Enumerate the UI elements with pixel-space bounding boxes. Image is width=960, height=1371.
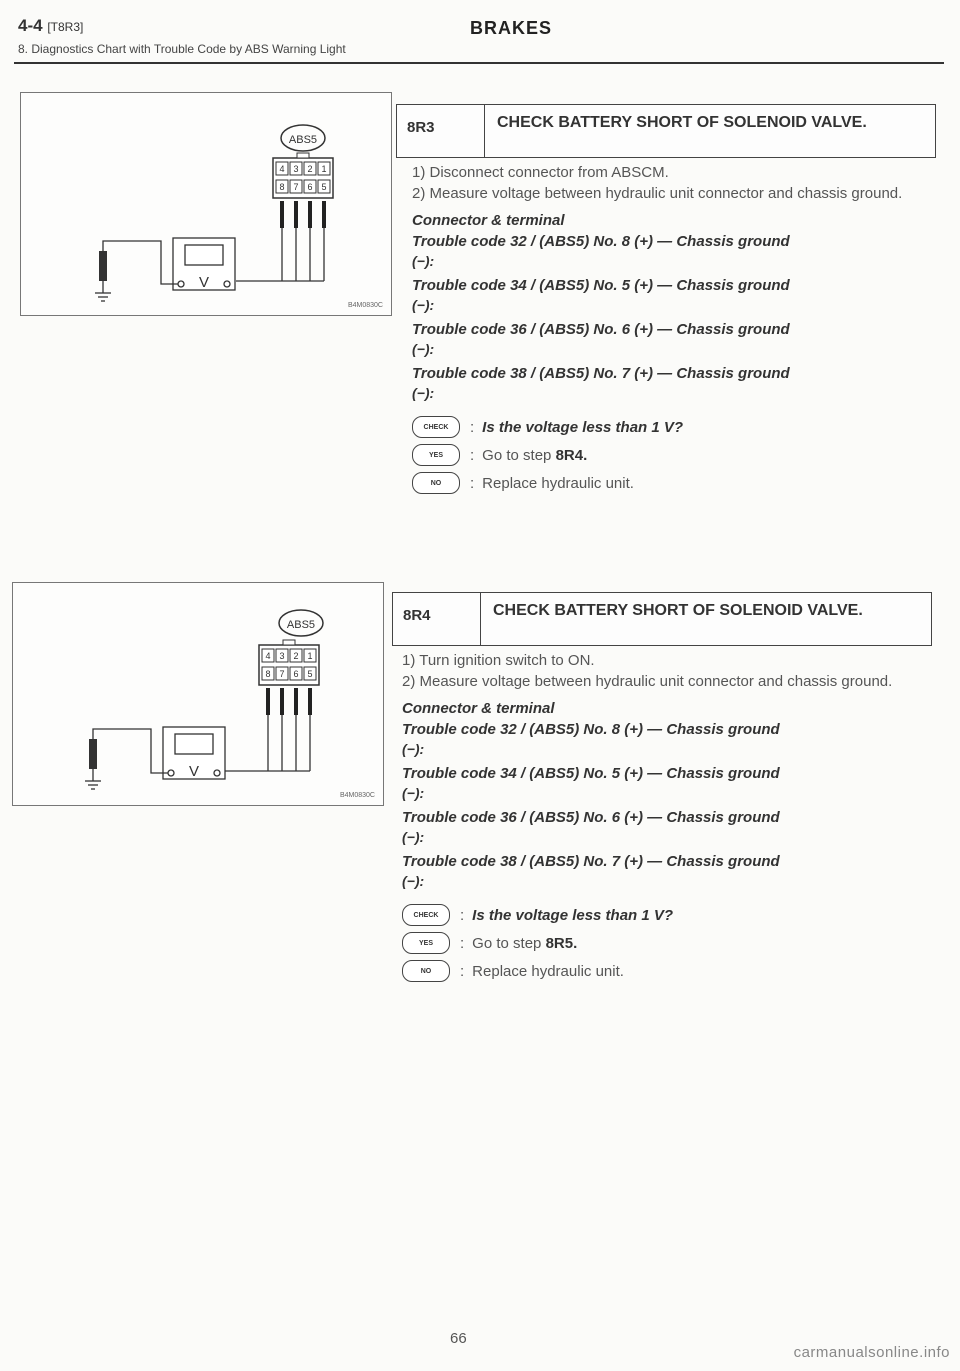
connector-label: ABS5 bbox=[288, 134, 318, 146]
step-body bbox=[392, 650, 932, 982]
page-number: 66 bbox=[450, 1330, 467, 1347]
page-subtitle: 8. Diagnostics Chart with Trouble Code by ABS Warning Light bbox=[18, 42, 346, 56]
trouble-code-sub: (−): bbox=[412, 385, 435, 401]
yes-action: Go to step bbox=[482, 446, 552, 464]
page-ref-number: 4-4 bbox=[18, 16, 43, 35]
check-badge-icon: CHECK bbox=[412, 416, 460, 438]
trouble-code-line: Trouble code 32 / (ABS5) No. 8 (+) — Chassis ground bbox=[412, 233, 790, 250]
wiring-diagram bbox=[21, 93, 391, 315]
step-id: 8R3 bbox=[397, 105, 485, 157]
svg-text:5: 5 bbox=[307, 669, 313, 679]
connector-label: ABS5 bbox=[286, 619, 316, 631]
section-code: [T8R3] bbox=[47, 20, 84, 34]
instruction: 2) Measure voltage between hydraulic unit connector and chassis ground. bbox=[402, 673, 893, 690]
no-row: NO : Replace hydraulic unit. bbox=[412, 472, 936, 494]
trouble-code-sub: (−): bbox=[402, 741, 425, 757]
step-title: CHECK BATTERY SHORT OF SOLENOID VALVE. bbox=[497, 114, 867, 131]
yes-target-step[interactable]: 8R4. bbox=[555, 446, 588, 464]
connector-heading: Connector & terminal bbox=[402, 700, 555, 717]
check-badge-icon: CHECK bbox=[402, 904, 450, 926]
step-header bbox=[396, 104, 936, 158]
trouble-code-line: Trouble code 38 / (ABS5) No. 7 (+) — Chassis ground bbox=[412, 365, 790, 382]
trouble-code-sub: (−): bbox=[412, 297, 435, 313]
check-row: CHECK : Is the voltage less than 1 V? bbox=[402, 904, 932, 926]
svg-text:V: V bbox=[198, 274, 210, 291]
svg-text:2: 2 bbox=[293, 651, 299, 661]
trouble-code-sub: (−): bbox=[412, 341, 435, 357]
section-title: BRAKES bbox=[470, 18, 553, 38]
wiring-figure-1 bbox=[20, 92, 392, 316]
check-row: CHECK : Is the voltage less than 1 V? bbox=[412, 416, 936, 438]
yes-badge-icon: YES bbox=[402, 932, 450, 954]
trouble-code-line: Trouble code 32 / (ABS5) No. 8 (+) — Chassis ground bbox=[402, 721, 780, 738]
svg-text:2: 2 bbox=[307, 164, 313, 174]
no-action: Replace hydraulic unit. bbox=[472, 962, 624, 980]
instruction: 1) Turn ignition switch to ON. bbox=[402, 652, 595, 669]
svg-text:4: 4 bbox=[265, 651, 271, 661]
check-question: Is the voltage less than 1 V? bbox=[472, 906, 674, 924]
svg-text:7: 7 bbox=[293, 182, 299, 192]
svg-text:6: 6 bbox=[293, 669, 299, 679]
yes-action: Go to step bbox=[472, 934, 542, 952]
svg-text:V: V bbox=[188, 763, 200, 780]
step-8r3 bbox=[396, 104, 936, 500]
step-id: 8R4 bbox=[393, 593, 481, 645]
wiring-figure-2 bbox=[12, 582, 384, 806]
svg-text:1: 1 bbox=[321, 164, 327, 174]
yes-row: YES : Go to step 8R5. bbox=[402, 932, 932, 954]
footer-watermark[interactable]: carmanualsonline.info bbox=[793, 1344, 950, 1361]
svg-text:4: 4 bbox=[279, 164, 285, 174]
no-badge-icon: NO bbox=[402, 960, 450, 982]
step-header bbox=[392, 592, 932, 646]
trouble-code-line: Trouble code 36 / (ABS5) No. 6 (+) — Chassis ground bbox=[412, 321, 790, 338]
yes-target-step[interactable]: 8R5. bbox=[545, 934, 578, 952]
instruction: 1) Disconnect connector from ABSCM. bbox=[412, 164, 669, 181]
header-rule bbox=[14, 62, 944, 64]
no-action: Replace hydraulic unit. bbox=[482, 474, 634, 492]
trouble-code-line: Trouble code 38 / (ABS5) No. 7 (+) — Chassis ground bbox=[402, 853, 780, 870]
svg-text:1: 1 bbox=[307, 651, 313, 661]
trouble-code-sub: (−): bbox=[402, 873, 425, 889]
step-title: CHECK BATTERY SHORT OF SOLENOID VALVE. bbox=[493, 602, 863, 619]
figure-code: B4M0830C bbox=[339, 792, 375, 799]
page-ref bbox=[18, 16, 83, 36]
yes-row: YES : Go to step 8R4. bbox=[412, 444, 936, 466]
trouble-code-line: Trouble code 34 / (ABS5) No. 5 (+) — Chassis ground bbox=[402, 765, 780, 782]
step-body bbox=[396, 162, 936, 494]
connector-heading: Connector & terminal bbox=[412, 212, 565, 229]
no-row: NO : Replace hydraulic unit. bbox=[402, 960, 932, 982]
svg-text:5: 5 bbox=[321, 182, 327, 192]
no-badge-icon: NO bbox=[412, 472, 460, 494]
svg-text:8: 8 bbox=[279, 182, 285, 192]
wiring-diagram bbox=[13, 583, 383, 805]
trouble-code-sub: (−): bbox=[402, 785, 425, 801]
trouble-code-line: Trouble code 36 / (ABS5) No. 6 (+) — Chassis ground bbox=[402, 809, 780, 826]
svg-text:7: 7 bbox=[279, 669, 285, 679]
svg-text:8: 8 bbox=[265, 669, 271, 679]
trouble-code-sub: (−): bbox=[412, 253, 435, 269]
trouble-code-sub: (−): bbox=[402, 829, 425, 845]
yes-badge-icon: YES bbox=[412, 444, 460, 466]
step-8r4 bbox=[392, 592, 932, 988]
trouble-code-line: Trouble code 34 / (ABS5) No. 5 (+) — Chassis ground bbox=[412, 277, 790, 294]
instruction: 2) Measure voltage between hydraulic unit connector and chassis ground. bbox=[412, 185, 903, 202]
figure-code: B4M0830C bbox=[347, 302, 383, 309]
svg-text:6: 6 bbox=[307, 182, 313, 192]
check-question: Is the voltage less than 1 V? bbox=[482, 418, 684, 436]
svg-text:3: 3 bbox=[293, 164, 299, 174]
svg-text:3: 3 bbox=[279, 651, 285, 661]
